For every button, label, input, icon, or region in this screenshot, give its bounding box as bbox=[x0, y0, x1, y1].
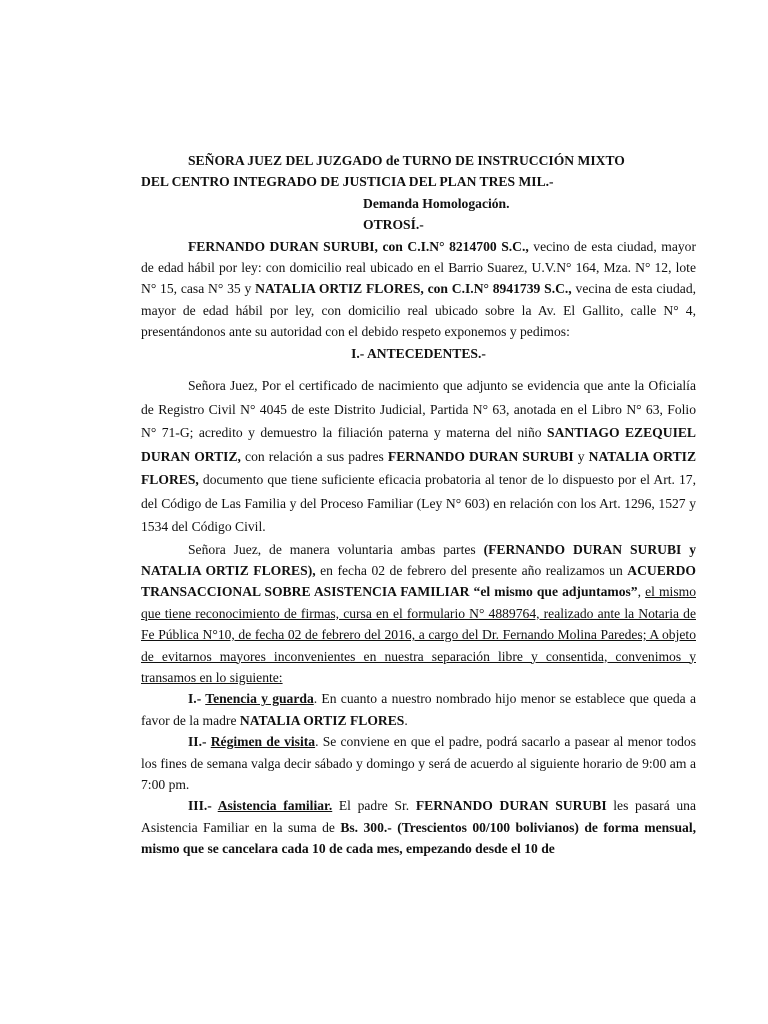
petitioner-1: FERNANDO DURAN SURUBI, con C.I.N° 8214700 S.C., bbox=[188, 238, 529, 254]
petitioner-2: NATALIA ORTIZ FLORES, con C.I.N° 8941739 S.C., bbox=[255, 281, 572, 297]
child-name: SANTIAGO EZEQUIEL DURAN ORTIZ, bbox=[141, 425, 696, 464]
antecedentes-paragraph-1: Señora Juez, Por el certificado de nacimiento que adjunto se evidencia que ante la Oficialía de Registro Civil N° 4045 de este Distrito Judicial, Partida N° 63, anotada en el Libro N° 63, Folio N° 71-G; acredito y demuestro la filiación paterna y materna del niño SANTIAGO EZEQUIEL DURAN ORTIZ, con relación a sus padres FERNANDO DURAN SURUBI y NATALIA ORTIZ FLORES, documento que tiene suficiente eficacia probatoria al tenor de lo dispuesto por el Art. 17, del Código de Las Familia y del Proceso Familiar (Ley N° 603) en relación con los Art. 1296, 1527 y 1534 del Código Civil. bbox=[141, 378, 697, 535]
clause-tenencia: I.- Tenencia y guarda. En cuanto a nuestro nombrado hijo menor se establece que queda a favor de la madre NATALIA ORTIZ FLORES. bbox=[141, 691, 696, 728]
intro-paragraph: FERNANDO DURAN SURUBI, con C.I.N° 8214700 S.C., vecino de esta ciudad, mayor de edad hábil por ley: con domicilio real ubicado en el Barrio Suarez, U.V.N° 164, Mza. N° 12, lote N° 15, casa N° 35 y NATALIA ORTIZ FLORES, con C.I.N° 8941739 S.C., vecina de esta ciudad, mayor de edad hábil por ley, con domicilio real ubicado sobre la Av. El Gallito, calle N° 4, presentándonos ante su autoridad con el debido respeto exponemos y pedimos: bbox=[141, 238, 697, 340]
father-name: FERNANDO DURAN SURUBI bbox=[387, 448, 574, 464]
clause-title-regimen: Régimen de visita bbox=[210, 734, 316, 750]
underlined-clause: el mismo que tiene reconocimiento de firmas, cursa en el formulario N° 4889764, realizado ante la Notaria de Fe Pública N°10, de fecha 02 de febrero del 2016, a cargo del Dr. Fernando Molina Paredes; A objeto de evitarnos mayores inconvenientes en nuestra separación libre y consentida, convenimos y transamos en lo siguiente: bbox=[141, 584, 696, 685]
addressee-line-1: SEÑORA JUEZ DEL JUZGADO de TURNO DE INSTRUCCIÓN MIXTO bbox=[188, 153, 625, 168]
document-subtitle: Demanda Homologación. bbox=[363, 195, 510, 211]
antecedentes-paragraph-2: Señora Juez, de manera voluntaria ambas partes (FERNANDO DURAN SURUBI y NATALIA ORTIZ FLORES), en fecha 02 de febrero del presente año realizamos un ACUERDO TRANSACCIONAL SOBRE ASISTENCIA FAMILIAR “el mismo que adjuntamos”, el mismo que tiene reconocimiento de firmas, cursa en el formulario N° 4889764, realizado ante la Notaria de Fe Pública N°10, de fecha 02 de febrero del 2016, a cargo del Dr. Fernando Molina Paredes; A objeto de evitarnos mayores inconvenientes en nuestra separación libre y consentida, convenimos y transamos en lo siguiente: bbox=[141, 541, 697, 685]
section-title-antecedentes: I.- ANTECEDENTES.- bbox=[351, 345, 486, 361]
amount-text: Bs. 300.- (Trescientos 00/100 bolivianos) de forma mensual, mismo que se cancelara cada 10 de cada mes, empezando desde el 10 de bbox=[141, 819, 696, 857]
parties-names: (FERNANDO DURAN SURUBI y NATALIA ORTIZ FLORES), bbox=[141, 541, 696, 578]
clause-asistencia: III.- Asistencia familiar. El padre Sr. FERNANDO DURAN SURUBI les pasará una Asistencia Familiar en la suma de Bs. 300.- (Trescientos 00/100 bolivianos) de forma mensual, mismo que se cancelara cada 10 de cada mes, empezando desde el 10 de bbox=[141, 798, 696, 857]
clause-title-tenencia: Tenencia y guarda bbox=[205, 691, 314, 707]
document-body bbox=[141, 150, 696, 860]
mother-name: NATALIA ORTIZ FLORES, bbox=[141, 448, 697, 488]
agreement-title: ACUERDO TRANSACCIONAL SOBRE ASISTENCIA FAMILIAR “el mismo que adjuntamos” bbox=[141, 562, 697, 600]
clause-regimen: II.- Régimen de visita. Se conviene en que el padre, podrá sacarlo a pasear al menor todos los fines de semana valga decir sábado y domingo y será de acuerdo al siguiente horario de 9:00 am a 7:00 pm. bbox=[141, 734, 697, 793]
otrosi-label: OTROSÍ.- bbox=[363, 217, 424, 233]
clause-title-asistencia: Asistencia familiar. bbox=[217, 798, 333, 814]
addressee-line-2: DEL CENTRO INTEGRADO DE JUSTICIA DEL PLAN TRES MIL.- bbox=[141, 174, 554, 190]
